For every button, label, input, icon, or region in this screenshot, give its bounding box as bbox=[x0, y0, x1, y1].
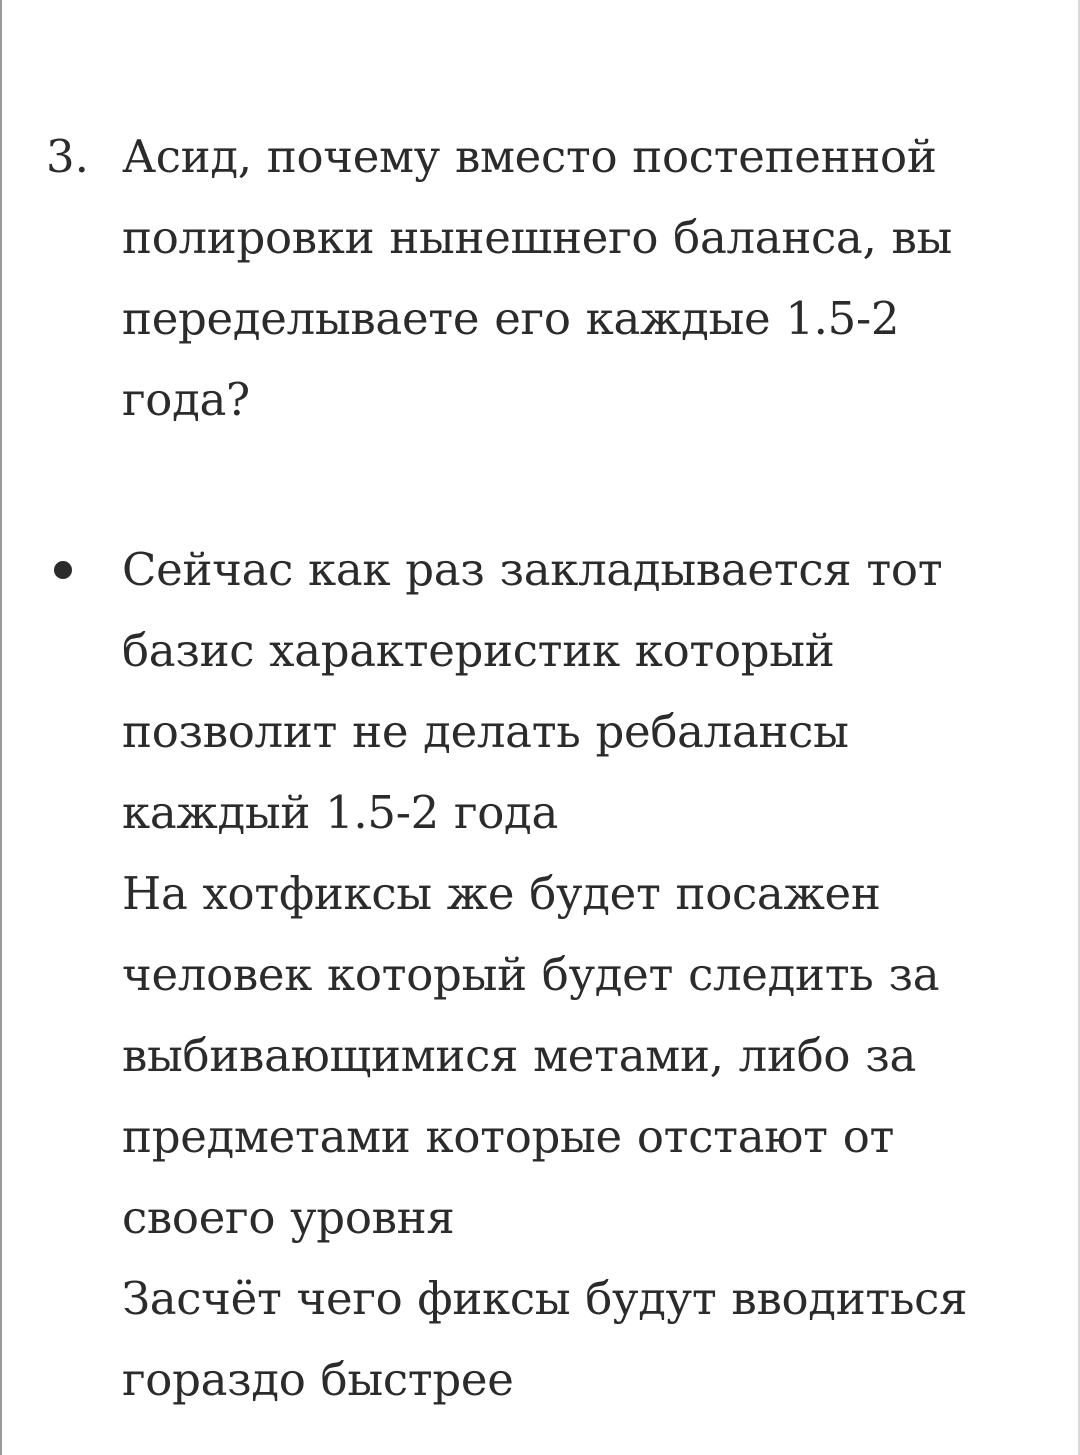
question-line: полировки нынешнего баланса, вы bbox=[122, 211, 953, 264]
answer-line: человек который будет следить за bbox=[122, 948, 940, 1001]
question-line: переделываете его каждые 1.5-2 bbox=[122, 292, 900, 345]
answer-line: позволит не делать ребалансы bbox=[122, 705, 849, 758]
answer-item bbox=[0, 529, 1080, 1420]
answer-line: каждый 1.5-2 года bbox=[122, 786, 558, 839]
bullet-marker bbox=[0, 529, 122, 610]
answer-line: Засчёт чего фиксы будут вводиться bbox=[122, 1272, 968, 1325]
answer-line: гораздо быстрее bbox=[122, 1353, 514, 1406]
paragraph-gap bbox=[0, 440, 1080, 529]
answer-line: На хотфиксы же будет посажен bbox=[122, 867, 881, 920]
bullet-icon bbox=[54, 561, 72, 579]
question-line: Асид, почему вместо постепенной bbox=[122, 130, 937, 183]
answer-line: базис характеристик который bbox=[122, 624, 835, 677]
question-line: года? bbox=[122, 373, 250, 426]
article-content bbox=[0, 116, 1080, 1420]
answer-line: выбивающимися метами, либо за bbox=[122, 1029, 916, 1082]
answer-line: своего уровня bbox=[122, 1191, 455, 1244]
question-item bbox=[0, 116, 1080, 440]
list-number: 3. bbox=[46, 130, 89, 183]
question-text bbox=[122, 116, 1042, 440]
answer-line: предметами которые отстают от bbox=[122, 1110, 895, 1163]
answer-text bbox=[122, 529, 1042, 1420]
answer-line: Сейчас как раз закладывается тот bbox=[122, 543, 943, 596]
